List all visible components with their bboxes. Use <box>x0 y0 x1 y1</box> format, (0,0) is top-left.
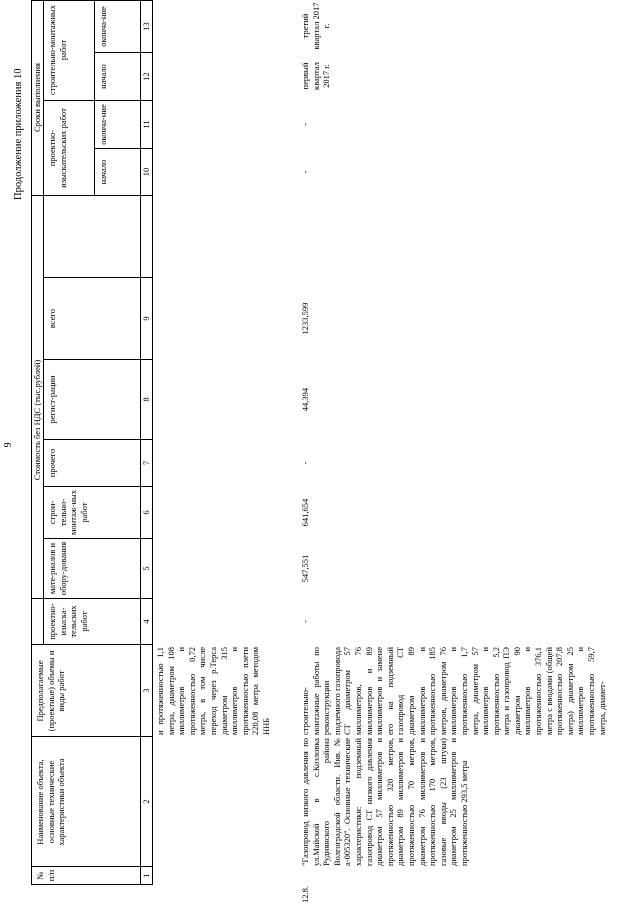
col-divider-10 <box>31 195 152 196</box>
row-construction-cost: 641,654 <box>300 498 310 527</box>
header-design-start: начало <box>98 159 108 185</box>
row-object-name: "Газопровод низкого давления по ул.Майской в с.Козловка Руднянского района Волгоградской области. Инв.№ а-005320". Основные технические характеристики: подземный газопровод СТ низкого давления диаметром 57 миллиметров и протяженностью 320 метров, диаметром 89 миллиметров и протяженностью 70 метров, диаметром 76 миллиметров и протяженностью 170 метров, газовые вводы (23 штуки) диаметром 25 миллиметров и протяженностью 293,5 метра <box>300 738 469 866</box>
col-divider-3 <box>31 644 152 645</box>
column-numbers-bottom-border <box>152 0 153 885</box>
col-divider-7 <box>43 439 152 440</box>
col-divider-9 <box>43 277 152 278</box>
prev-row-works-continuation: и протяженностью 1,1 метра, диаметром 108 миллиметров и протяженностью 0,72 метра, в том числе переход через р.Терса диаметром 315 миллиметров и протяженностью плети 220,08 метра методом ННБ <box>155 647 271 735</box>
row-other-cost: - <box>300 461 310 465</box>
header-terms-group: Сроки выполнения <box>32 63 42 132</box>
terms-group-divider <box>43 0 44 196</box>
column-number: 1 <box>141 873 151 878</box>
header-other: прочего <box>47 448 57 478</box>
col-divider-5 <box>43 538 152 539</box>
header-construction-terms: строительно-монтажных работ <box>47 4 68 96</box>
header-design-terms: проектно-изыскательских работ <box>47 108 68 188</box>
column-number: 9 <box>141 316 151 321</box>
header-materials: мате-риалов и обору-дования <box>47 541 68 596</box>
column-number: 12 <box>141 72 151 81</box>
col-divider-2 <box>31 736 152 737</box>
table-left-border <box>31 884 152 885</box>
row-registration-cost: 44,394 <box>300 387 310 412</box>
column-number: 4 <box>141 619 151 624</box>
header-cost-group: Стоимость без НДС (тыс.рублей) <box>32 359 42 481</box>
row-design-cost: - <box>300 620 310 623</box>
column-number: 10 <box>141 167 151 177</box>
column-number: 8 <box>141 397 151 402</box>
continuation-label: Продолжение приложения 10 <box>13 68 24 200</box>
column-number: 3 <box>141 688 151 693</box>
header-design-cost: проектно-изыска-тельских работ <box>47 603 89 640</box>
row-construction-start: первый квартал 2017 г. <box>300 62 332 90</box>
header-design-end: оконча-ние <box>98 104 108 145</box>
row-construction-end: третий квартал 2017 г. <box>300 2 332 50</box>
col-divider-8 <box>43 359 152 360</box>
page-number: 9 <box>3 442 14 448</box>
row-design-start: - <box>300 170 310 174</box>
row-works-description: строительно-монтажные работы по реконструкции подземного газопровода СТ диаметром 57 миллиметров, 76 миллиметров и 89 миллиметров и замене его на подземный газопровод СТ диаметром 89 миллиметров и протяженностью 185 метров, диаметром 76 миллиметров и протяженностью 1,7 метра, диаметром 57 миллиметров и протяженностью 5,2 метра и газопровод ПЭ диаметром 90 миллиметров и протяженностью 376,1 метра с вводами (общей протяженностью 207,8 метра) диаметром 25 миллиметров и протяженностью 59,7 метра, диамет- <box>300 647 607 735</box>
cost-group-divider <box>43 196 44 645</box>
row-number: 12.8. <box>300 886 310 903</box>
terms-subgroup-divider <box>94 0 95 196</box>
col-divider-4 <box>31 598 152 599</box>
header-col-num: № п/п <box>35 869 56 882</box>
column-number: 5 <box>141 566 151 571</box>
column-number: 2 <box>141 799 151 804</box>
header-construction-cost: строи-тельно-монтаж-ных работ <box>47 490 89 535</box>
header-total: всего <box>47 308 57 329</box>
header-works: Предполагаемые (проектные) объемы и виды работ <box>35 650 67 732</box>
col-divider-6 <box>43 486 152 487</box>
row-design-end: - <box>300 123 310 126</box>
header-construction-start: начало <box>98 64 108 89</box>
header-object-name: Наименование объекта, основные технические характеристики объекта <box>35 758 67 846</box>
column-number: 6 <box>141 510 151 515</box>
column-number: 11 <box>141 120 151 129</box>
column-number: 13 <box>141 22 151 31</box>
row-materials-cost: 547,551 <box>300 554 310 583</box>
column-number: 7 <box>141 460 151 466</box>
header-registration: регист-рации <box>47 375 57 424</box>
row-total-cost: 1233,599 <box>300 302 310 335</box>
header-construction-end: оконча-ние <box>98 6 108 47</box>
